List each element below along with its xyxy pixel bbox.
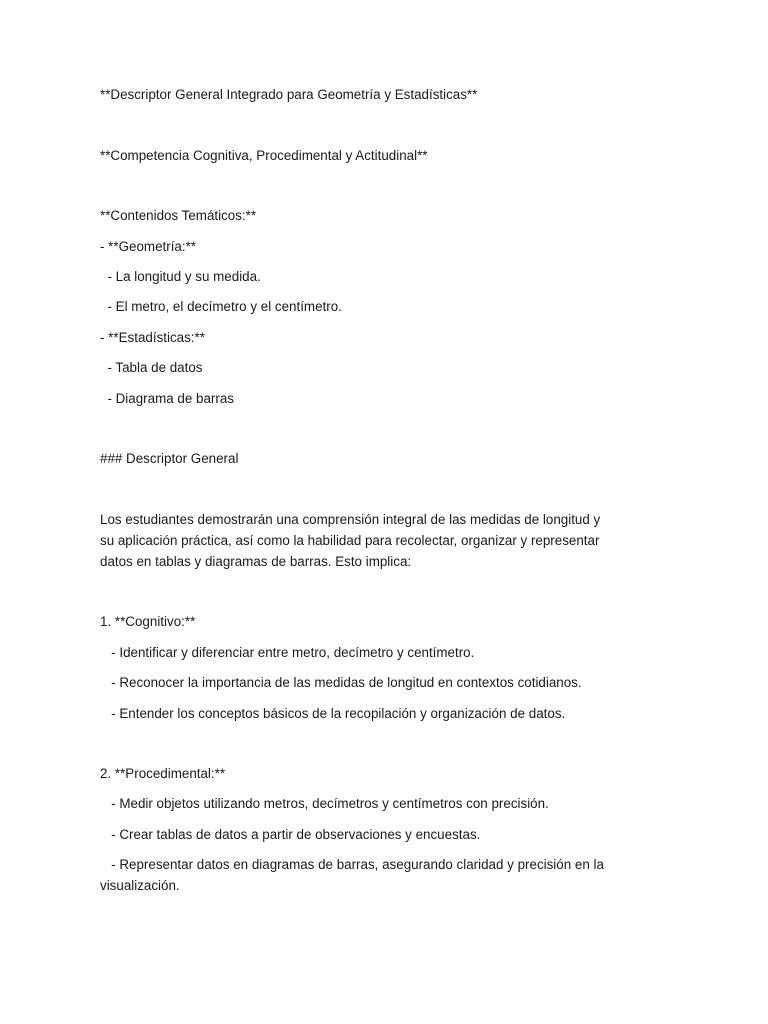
contents-heading: **Contenidos Temáticos:** [100,208,257,223]
geometry-heading: - **Geometría:** [100,239,197,254]
descriptor-heading: ### Descriptor General [100,451,239,466]
statistics-item: - Diagrama de barras [100,391,234,406]
procedural-item: - Crear tablas de datos a partir de observaciones y encuestas. [100,827,481,842]
intro-paragraph: Los estudiantes demostrarán una comprensión integral de las medidas de longitud y su aplicación práctica, así como la habilidad para recolectar, organizar y representar datos en tablas y diagramas de barras. Esto implica: [100,512,604,569]
procedural-item: - Representar datos en diagramas de barras, asegurando claridad y precisión en la visualización. [100,857,608,893]
cognitive-item: - Identificar y diferenciar entre metro, decímetro y centímetro. [100,645,475,660]
procedural-item: - Medir objetos utilizando metros, decímetros y centímetros con precisión. [100,796,549,811]
cognitive-item: - Entender los conceptos básicos de la recopilación y organización de datos. [100,706,566,721]
cognitive-item: - Reconocer la importancia de las medidas de longitud en contextos cotidianos. [100,675,582,690]
procedural-heading: 2. **Procedimental:** [100,766,226,781]
statistics-heading: - **Estadísticas:** [100,330,205,345]
statistics-item: - Tabla de datos [100,360,203,375]
competency-line: **Competencia Cognitiva, Procedimental y Actitudinal** [100,148,428,163]
document-title: **Descriptor General Integrado para Geometría y Estadísticas** [100,87,478,102]
geometry-item: - El metro, el decímetro y el centímetro. [100,299,342,314]
geometry-item: - La longitud y su medida. [100,269,261,284]
cognitive-heading: 1. **Cognitivo:** [100,614,196,629]
